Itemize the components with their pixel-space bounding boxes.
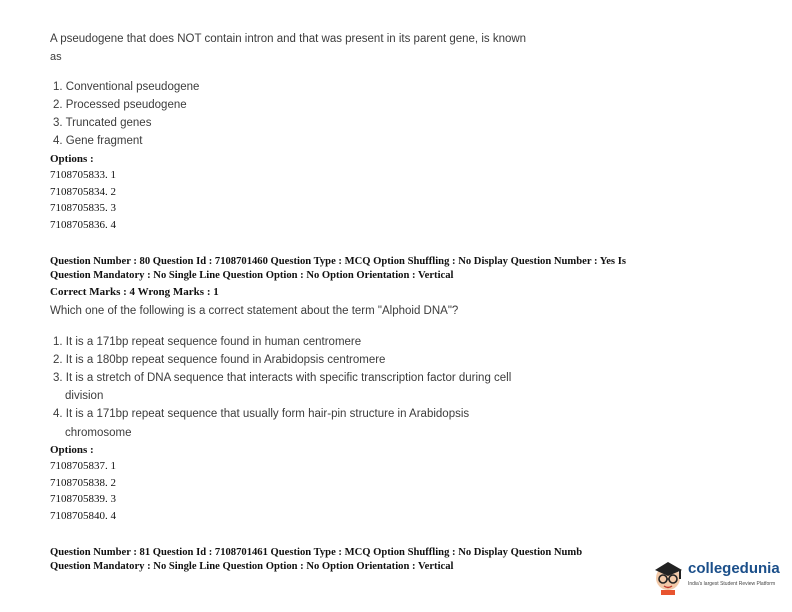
q80-question-text: Which one of the following is a correct statement about the term "Alphoid DNA"? [50, 305, 459, 317]
q79-options-label: Options : [50, 153, 94, 165]
q79-option-id-4: 7108705836. 4 [50, 219, 116, 231]
q80-marks: Correct Marks : 4 Wrong Marks : 1 [50, 286, 219, 298]
q80-choice-4-line2: chromosome [65, 427, 132, 439]
brand-tagline: India's largest Student Review Platform [688, 581, 776, 587]
q80-option-id-1: 7108705837. 1 [50, 460, 116, 472]
q79-option-id-3: 7108705835. 3 [50, 202, 116, 214]
q80-meta-line1: Question Number : 80 Question Id : 7108701460 Question Type : MCQ Option Shuffling : No Display Question Number : Yes Is [50, 256, 626, 267]
q79-choice-3: 3. Truncated genes [53, 117, 152, 129]
brand-name: collegedunia [688, 560, 780, 577]
q79-choice-4: 4. Gene fragment [53, 135, 143, 147]
q79-choice-2: 2. Processed pseudogene [53, 99, 187, 111]
q81-meta-line2: Question Mandatory : No Single Line Question Option : No Option Orientation : Vertical [50, 561, 454, 572]
q80-options-label: Options : [50, 444, 94, 456]
q80-option-id-2: 7108705838. 2 [50, 477, 116, 489]
q81-meta-line1: Question Number : 81 Question Id : 7108701461 Question Type : MCQ Option Shuffling : No Display Question Numb [50, 547, 583, 558]
q79-text-line1: A pseudogene that does NOT contain intron and that was present in its parent gene, is known [50, 33, 527, 45]
q80-choice-3-line1: 3. It is a stretch of DNA sequence that interacts with specific transcription factor during cell [53, 372, 512, 384]
q80-meta-line2: Question Mandatory : No Single Line Question Option : No Option Orientation : Vertical [50, 270, 454, 281]
q79-option-id-2: 7108705834. 2 [50, 186, 116, 198]
q80-choice-3-line2: division [65, 390, 104, 402]
q79-option-id-1: 7108705833. 1 [50, 169, 116, 181]
q79-choice-1: 1. Conventional pseudogene [53, 81, 200, 93]
q80-choice-2: 2. It is a 180bp repeat sequence found in Arabidopsis centromere [53, 354, 386, 366]
collegedunia-watermark [652, 556, 782, 600]
q80-option-id-3: 7108705839. 3 [50, 493, 116, 505]
q80-choice-1: 1. It is a 171bp repeat sequence found in human centromere [53, 336, 362, 348]
mascot-icon [652, 558, 686, 596]
q80-option-id-4: 7108705840. 4 [50, 510, 116, 522]
q80-choice-4-line1: 4. It is a 171bp repeat sequence that usually form hair-pin structure in Arabidopsis [53, 408, 470, 420]
q79-text-line2: as [50, 51, 62, 63]
